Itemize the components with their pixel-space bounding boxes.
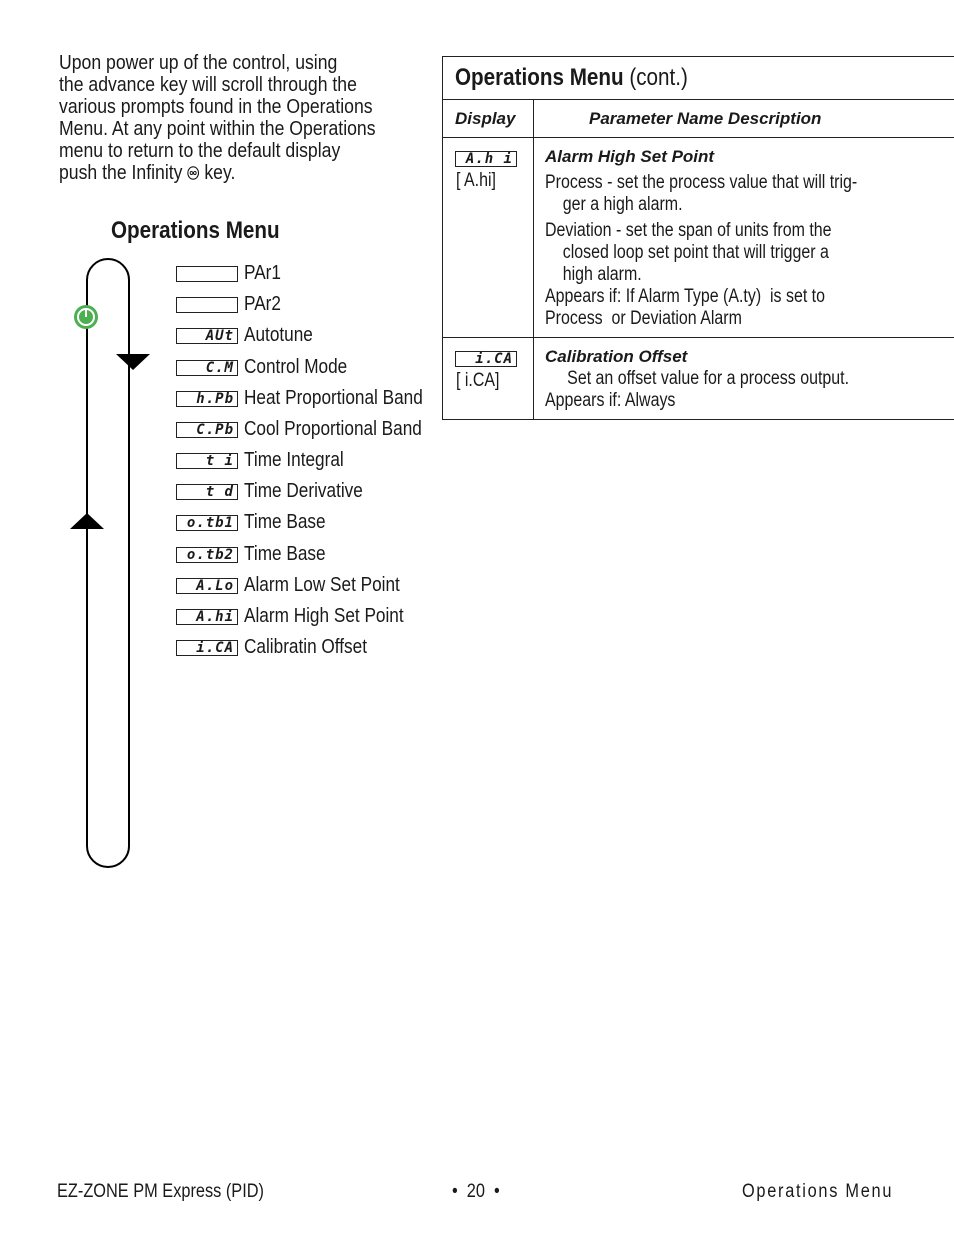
- menu-item-label: PAr2: [244, 293, 281, 315]
- parameter-description: Appears if: Always: [545, 390, 676, 411]
- intro-line: [59, 162, 424, 184]
- lcd-display: o.tb1: [176, 515, 238, 531]
- table-border: [442, 56, 443, 420]
- lcd-display: C.Pb: [176, 422, 238, 438]
- parameter-description: high alarm.: [545, 264, 642, 285]
- lcd-display: i.CA: [176, 640, 238, 656]
- display-code: [ i.CA]: [456, 370, 500, 391]
- table-title-bold: Operations Menu: [455, 64, 624, 91]
- intro-line: Upon power up of the control, using: [59, 51, 338, 74]
- lcd-display: AUt: [176, 328, 238, 344]
- header-display: Display: [455, 109, 516, 128]
- intro-line: the advance key will scroll through the: [59, 73, 357, 96]
- display-code: [ A.hi]: [456, 170, 496, 191]
- lcd-display: t d: [176, 484, 238, 500]
- menu-item-label: Heat Proportional Band: [244, 387, 423, 409]
- lcd-display: h.Pb: [176, 391, 238, 407]
- parameter-description: Set an offset value for a process output.: [545, 368, 850, 389]
- footer-page-number: • 20 •: [452, 1181, 500, 1202]
- lcd-display: o.tb2: [176, 547, 238, 563]
- menu-item-label: PAr1: [244, 262, 281, 284]
- intro-line: menu to return to the default display: [59, 139, 341, 162]
- operations-menu-title: Operations Menu: [111, 217, 280, 244]
- lcd-display: [176, 266, 238, 282]
- menu-item-label: Calibratin Offset: [244, 636, 368, 658]
- table-border: [533, 99, 534, 420]
- table-title: [455, 64, 688, 92]
- arrow-up-icon: [70, 513, 104, 529]
- table-border: [442, 337, 954, 338]
- power-icon: [72, 303, 100, 331]
- parameter-description: Process or Deviation Alarm: [545, 308, 742, 329]
- footer-product: EZ-ZONE PM Express (PID): [57, 1181, 264, 1202]
- parameter-description: Process - set the process value that will trig-: [545, 172, 858, 193]
- menu-item-label: Time Base: [244, 511, 326, 533]
- intro-paragraph: [59, 52, 424, 184]
- intro-line: Menu. At any point within the Operations: [59, 117, 376, 140]
- arrow-down-icon: [116, 354, 150, 370]
- parameter-description: Appears if: If Alarm Type (A.ty) is set to: [545, 286, 825, 307]
- menu-item-label: Cool Proportional Band: [244, 418, 422, 440]
- menu-loop-line: [86, 258, 130, 868]
- parameter-name: Alarm High Set Point: [545, 147, 715, 166]
- parameter-description: closed loop set point that will trigger a: [545, 242, 829, 263]
- menu-item-label: Alarm High Set Point: [244, 605, 404, 627]
- menu-item-label: Time Integral: [244, 449, 344, 471]
- lcd-display: [176, 297, 238, 313]
- menu-item-label: Autotune: [244, 324, 313, 346]
- lcd-display: t i: [176, 453, 238, 469]
- lcd-display: C.M: [176, 360, 238, 376]
- intro-text: key.: [204, 161, 236, 184]
- table-border: [442, 419, 954, 420]
- header-parameter: Parameter Name Description: [589, 109, 822, 128]
- parameter-description: ger a high alarm.: [545, 194, 683, 215]
- intro-line: various prompts found in the Operations: [59, 95, 373, 118]
- table-title-rest: (cont.): [623, 64, 688, 91]
- footer-section: Operations Menu: [742, 1181, 894, 1202]
- menu-item-label: Time Base: [244, 543, 326, 565]
- table-border: [442, 99, 954, 100]
- menu-item-label: Alarm Low Set Point: [244, 574, 400, 596]
- menu-item-label: Control Mode: [244, 356, 348, 378]
- table-border: [442, 56, 954, 57]
- lcd-display: i.CA: [455, 351, 517, 367]
- parameter-name: Calibration Offset: [545, 347, 688, 366]
- intro-text: push the Infinity: [59, 161, 183, 184]
- lcd-display: A.hi: [176, 609, 238, 625]
- lcd-display: A.Lo: [176, 578, 238, 594]
- infinity-icon: [187, 166, 199, 180]
- table-border: [442, 137, 954, 138]
- parameter-description: Deviation - set the span of units from the: [545, 220, 832, 241]
- lcd-display: A.h i: [455, 151, 517, 167]
- menu-item-label: Time Derivative: [244, 480, 363, 502]
